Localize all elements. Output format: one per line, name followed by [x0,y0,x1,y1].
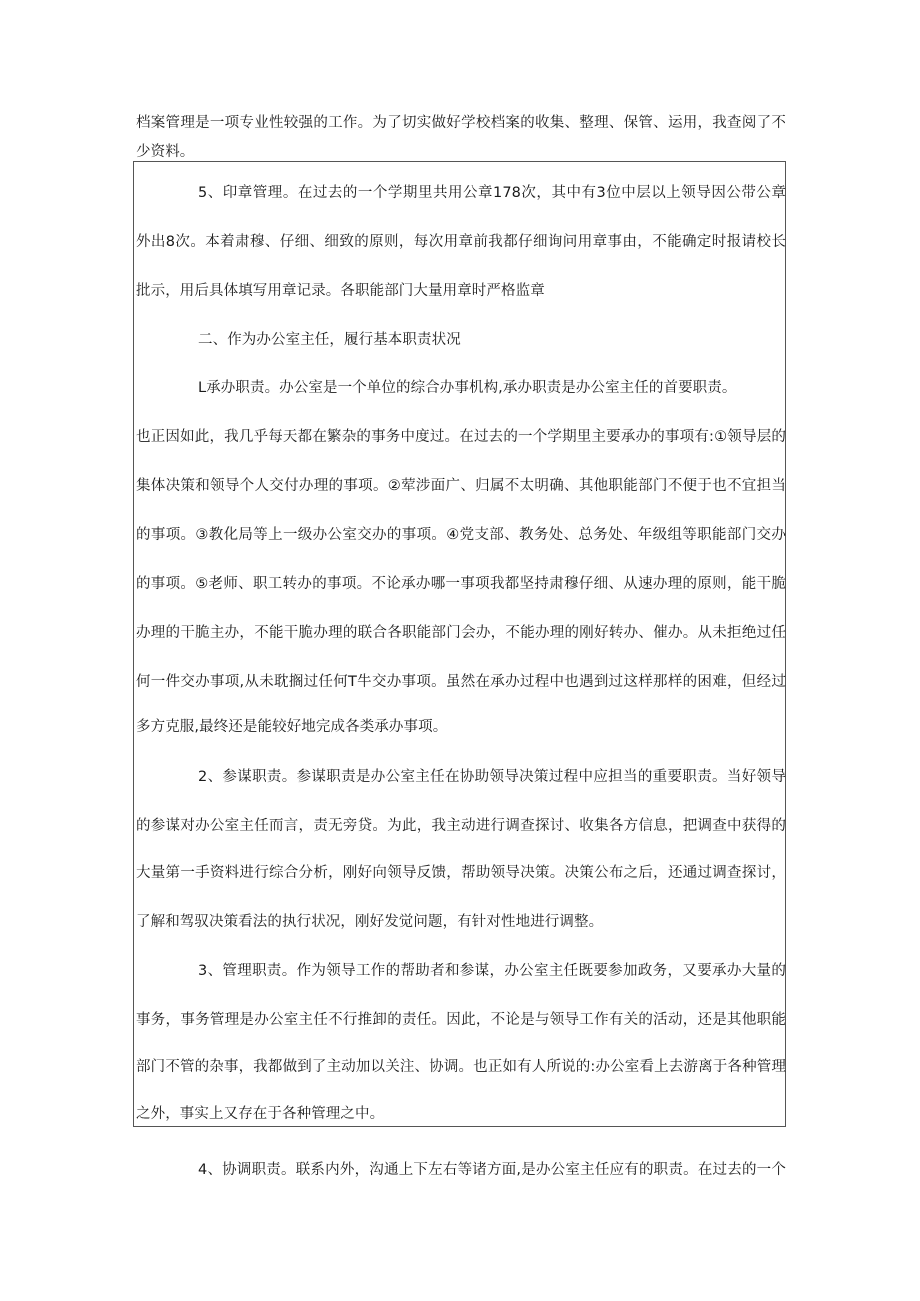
text-frame-border [133,161,786,1127]
handling-line-1: L承办职责。办公室是一个单位的综合办事机构,承办职责是办公室主任的首要职责。 [198,380,737,396]
advisory-line-1: 2、参谋职责。参谋职责是办公室主任在协助领导决策过程中应担当的重要职责。当好领导 [198,769,786,785]
coordination-line-1: 4、协调职责。联系内外，沟通上下左右等诸方面,是办公室主任应有的职责。在过去的一个 [198,1162,786,1178]
intro-line-1: 档案管理是一项专业性较强的工作。为了切实做好学校档案的收集、整理、保管、运用，我查阅了不 [136,115,786,131]
management-line-1: 3、管理职责。作为领导工作的帮助者和参谋，办公室主任既要参加政务，又要承办大量的 [198,963,786,979]
intro-line-2: 少资料。 [136,144,195,160]
handling-line-5: 的事项。⑤老师、职工转办的事项。不论承办哪一事项我都坚持肃穆仔细、从速办理的原则，能干脆 [136,576,786,592]
handling-line-8: 多方克服,最终还是能较好地完成各类承办事项。 [136,719,448,735]
seal-line-3: 批示，用后具体填写用章记录。各职能部门大量用章时严格监章 [136,283,545,299]
handling-line-4: 的事项。③教化局等上一级办公室交办的事项。④党支部、教务处、总务处、年级组等职能部门交办 [136,527,786,543]
handling-line-2: 也正因如此，我几乎每天都在繁杂的事务中度过。在过去的一个学期里主要承办的事项有:①领导层的 [136,429,786,445]
handling-line-3: 集体决策和领导个人交付办理的事项。②荤涉面广、归属不太明确、其他职能部门不便于也不宜担当 [136,478,786,494]
management-line-4: 之外，事实上又存在于各种管理之中。 [136,1106,385,1122]
handling-line-7: 何一件交办事项,从未耽搁过任何T牛交办事项。虽然在承办过程中也遇到过这样那样的困难，但经过 [136,674,786,690]
seal-line-2: 外出8次。本着肃穆、仔细、细致的原则，每次用章前我都仔细询问用章事由，不能确定时报请校长 [136,234,786,250]
advisory-line-2: 的参谋对办公室主任而言，责无旁贷。为此，我主动进行调查探讨、收集各方信息，把调查中获得的 [136,818,786,834]
handling-line-6: 办理的干脆主办，不能干脆办理的联合各职能部门会办，不能办理的刚好转办、催办。从未拒绝过任 [136,625,786,641]
management-line-2: 事务，事务管理是办公室主任不行推卸的责任。因此，不论是与领导工作有关的活动，还是其他职能 [136,1012,786,1028]
advisory-line-4: 了解和驾驭决策看法的执行状况，刚好发觉问题，有针对性地进行调整。 [136,914,604,930]
management-line-3: 部门不管的杂事，我都做到了主动加以关注、协调。也正如有人所说的:办公室看上去游离于各种管理 [136,1059,786,1075]
section-heading: 二、作为办公室主任，履行基本职责状况 [198,332,461,348]
seal-line-1: 5、印章管理。在过去的一个学期里共用公章178次，其中有3位中层以上领导因公带公章 [198,185,786,201]
advisory-line-3: 大量第一手资料进行综合分析，刚好向领导反馈，帮助领导决策。决策公布之后，还通过调查探讨， [136,865,786,881]
